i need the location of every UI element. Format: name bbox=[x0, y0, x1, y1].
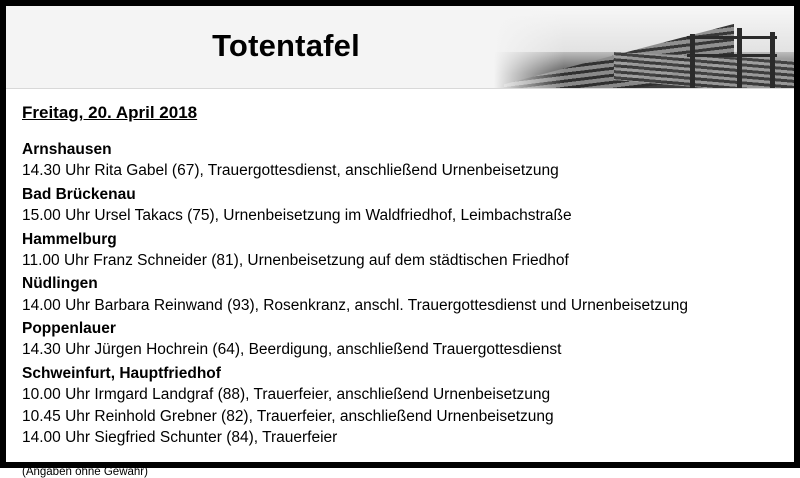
entry-detail: 14.30 Uhr Rita Gabel (67), Trauergottesdienst, anschließend Urnenbeisetzung bbox=[22, 162, 559, 180]
entry-detail: 15.00 Uhr Ursel Takacs (75), Urnenbeisetzung im Waldfriedhof, Leimbachstraße bbox=[22, 207, 572, 225]
pier-post bbox=[770, 32, 775, 88]
entry-detail: 10.45 Uhr Reinhold Grebner (82), Trauerfeier, anschließend Urnenbeisetzung bbox=[22, 407, 554, 425]
entry-place: Bad Brückenau bbox=[22, 185, 136, 203]
entry-place: Hammelburg bbox=[22, 230, 117, 248]
list-item bbox=[22, 363, 778, 449]
entry-detail: 14.30 Uhr Jürgen Hochrein (64), Beerdigung, anschließend Trauergottesdienst bbox=[22, 341, 562, 359]
entry-place: Schweinfurt, Hauptfriedhof bbox=[22, 364, 221, 382]
entry-detail: 14.00 Uhr Siegfried Schunter (84), Trauerfeier bbox=[22, 428, 338, 446]
list-item bbox=[22, 139, 778, 182]
entry-place: Arnshausen bbox=[22, 141, 112, 158]
page-title: Totentafel bbox=[212, 28, 360, 63]
document-body bbox=[6, 89, 794, 478]
entry-detail: 10.00 Uhr Irmgard Landgraf (88), Trauerfeier, anschließend Urnenbeisetzung bbox=[22, 386, 551, 404]
list-item bbox=[22, 184, 778, 227]
entry-detail: 14.00 Uhr Barbara Reinwand (93), Rosenkranz, anschl. Trauergottesdienst und Urnenbeisetzung bbox=[22, 296, 689, 314]
list-item bbox=[22, 318, 778, 361]
entry-place: Nüdlingen bbox=[22, 275, 98, 293]
list-item bbox=[22, 273, 778, 316]
pier-rail bbox=[687, 36, 777, 39]
list-item bbox=[22, 229, 778, 272]
entry-place: Poppenlauer bbox=[22, 320, 116, 337]
date-heading: Freitag, 20. April 2018 bbox=[22, 103, 198, 122]
entry-detail: 11.00 Uhr Franz Schneider (81), Urnenbeisetzung auf dem städtischen Friedhof bbox=[22, 251, 569, 269]
pier-post bbox=[737, 28, 742, 88]
pier-post bbox=[690, 34, 695, 88]
footnote: (Angaben ohne Gewähr) bbox=[22, 466, 148, 478]
pier-rail bbox=[687, 54, 777, 57]
document-header bbox=[6, 6, 794, 89]
